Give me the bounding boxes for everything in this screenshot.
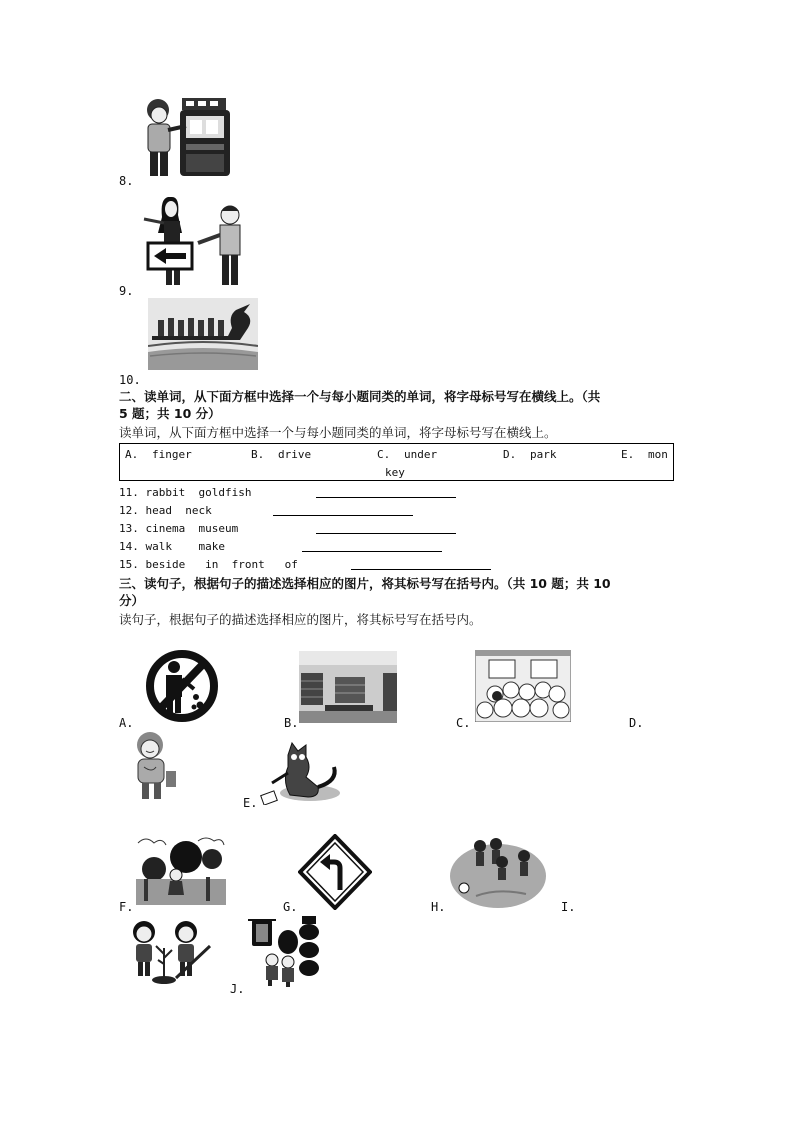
picture-letter: A. — [119, 716, 134, 730]
answer-blank-13[interactable] — [316, 533, 456, 534]
option-d-letter: D. — [503, 448, 517, 461]
dragon-boat-icon — [148, 298, 258, 370]
section2-heading-cont: 5 题；共 10 分） — [119, 406, 221, 421]
ticket-machine-icon — [142, 96, 234, 178]
answer-blank-14[interactable] — [302, 551, 442, 552]
answer-blank-11[interactable] — [316, 497, 456, 498]
word-options-box — [119, 443, 674, 481]
question-words: rabbit goldfish — [145, 486, 252, 499]
question-number: 12. — [119, 504, 139, 517]
option-a-letter: A. — [125, 448, 139, 461]
picture-letter: F. — [119, 900, 134, 914]
option-b-word: drive — [278, 448, 312, 461]
question-14 — [119, 540, 225, 553]
section3-instruction: 读句子，根据句子的描述选择相应的图片，将其标号写在括号内。 — [119, 612, 482, 627]
question-words: beside in front of — [145, 558, 298, 571]
picture-letter: C. — [456, 716, 471, 730]
sick-woman-icon — [124, 731, 180, 801]
picture-letter: J. — [230, 982, 245, 996]
question-number: 9. — [119, 284, 134, 298]
section2-instruction: 读单词，从下面方框中选择一个与每小题同类的单词，将字母标号写在横线上。 — [119, 425, 557, 440]
option-b-letter: B. — [251, 448, 265, 461]
answer-blank-15[interactable] — [351, 569, 491, 570]
crowded-bus-icon — [475, 650, 571, 722]
option-c-letter: C. — [377, 448, 391, 461]
option-e-letter: E. — [621, 448, 635, 461]
picture-letter: I. — [561, 900, 576, 914]
picture-letter: E. — [243, 796, 258, 810]
giving-directions-icon — [140, 193, 246, 287]
section3-heading: 三、读句子，根据句子的描述选择相应的图片，将其标号写在括号内。（共 10 题；共 10 — [119, 576, 611, 591]
no-littering-icon — [136, 649, 228, 723]
picture-letter: H. — [431, 900, 446, 914]
option-c-word: under — [404, 448, 438, 461]
turn-left-sign-icon — [298, 834, 372, 910]
girl-in-park-icon — [136, 835, 226, 905]
question-words: cinema museum — [145, 522, 239, 535]
picture-letter: G. — [283, 900, 298, 914]
question-number: 13. — [119, 522, 139, 535]
question-number: 11. — [119, 486, 139, 499]
option-a-word: finger — [152, 448, 192, 461]
question-11 — [119, 486, 251, 499]
lanterns-festival-icon — [246, 914, 326, 988]
kids-planting-tree-icon — [126, 918, 216, 986]
question-words: walk make — [145, 540, 225, 553]
picture-letter: B. — [284, 716, 299, 730]
section3-heading-cont: 分） — [119, 593, 145, 608]
option-e-word-wrap: key — [385, 466, 405, 479]
question-13 — [119, 522, 238, 535]
question-number: 8. — [119, 174, 134, 188]
question-number: 10. — [119, 373, 141, 387]
cat-knocking-cup-icon — [260, 737, 344, 805]
kids-playing-football-icon — [446, 834, 546, 910]
section2-heading: 二、读单词，从下面方框中选择一个与每小题同类的单词，将字母标号写在横线上。（共 — [119, 389, 601, 404]
question-number: 14. — [119, 540, 139, 553]
answer-blank-12[interactable] — [273, 515, 413, 516]
question-12 — [119, 504, 212, 517]
question-number: 15. — [119, 558, 139, 571]
question-15 — [119, 558, 298, 571]
library-icon — [299, 651, 397, 723]
option-d-word: park — [530, 448, 557, 461]
option-e-word: mon — [648, 448, 668, 461]
picture-letter: D. — [629, 716, 644, 730]
question-words: head neck — [145, 504, 212, 517]
